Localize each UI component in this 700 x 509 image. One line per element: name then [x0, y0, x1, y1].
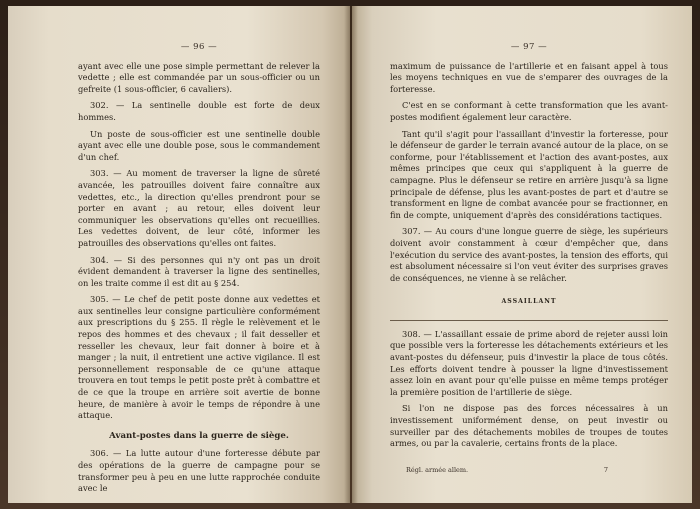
book-gutter	[344, 6, 358, 503]
paragraph: Un poste de sous-officier est une sentinelle double ayant avec elle une double pose, sous le commandement d'un chef.	[78, 128, 320, 162]
section-heading: ASSAILLANT	[501, 298, 557, 306]
paragraph-306: 306. — La lutte autour d'une forteresse débute par des opérations de la guerre de campagne pour se transformer peu à peu en une lutte rapprochée conduite avec le	[78, 448, 320, 494]
paragraph: maximum de puissance de l'artillerie et en faisant appel à tous les moyens techniques en vue de s'emparer des ouvrages de la forteresse.	[390, 60, 668, 94]
paragraph: Tant qu'il s'agit pour l'assaillant d'investir la forteresse, pour le défenseur de garder le terrain avancé autour de la place, on se conforme, pour l'établissement et l'action des avant-postes, aux mêmes principes que ceux qui s'appliquent à la guerre de campagne. Plus le défenseur se retire en arrière jusqu'à sa ligne principale de défense, plus les avant-postes de part et d'autre se transforment en ligne de combat avancée pour se fractionner, en fin de compte, uniquement d'après des considérations tactiques.	[390, 128, 668, 220]
paragraph-305: 305. — Le chef de petit poste donne aux vedettes et aux sentinelles leur consigne particulière conformément aux prescriptions du § 255. Il règle le relèvement et le repos des hommes et des chevaux ; il fait desseller et resseller les chevaux, leur fait donner à boire et à manger ; la nuit, il entretient une active vigilance. Il est personnellement responsable de ce qu'une attaque trouvera en tout temps le petit poste prêt à combattre et de ce que la troupe en arrière soit avertie de bonne heure, de manière à avoir le temps de répondre à une attaque.	[78, 294, 320, 421]
divider	[390, 320, 668, 321]
footer-signature: Régl. armée allem.	[406, 466, 469, 474]
paragraph: Si l'on ne dispose pas des forces nécessaires à un investissement uniformément dense, on peut investir ou surveiller par des détachements mobiles de troupes de toutes armes, ou par la cavalerie, certains fronts de la place.	[390, 403, 668, 449]
paragraph-304: 304. — Si des personnes qui n'y ont pas un droit évident demandent à traverser la ligne des sentinelles, on les traite comme il est dit au § 254.	[78, 254, 320, 288]
page-number-left: — 96 —	[180, 42, 218, 52]
section-heading: Avant-postes dans la guerre de siège.	[109, 430, 289, 441]
paragraph-302: 302. — La sentinelle double est forte de deux hommes.	[78, 100, 320, 122]
paragraph-308: 308. — L'assaillant essaie de prime abord de rejeter aussi loin que possible vers la forteresse les détachements extérieurs et les avant-postes du défenseur, puis d'investir la place de tous côtés. Les efforts doivent tendre à pousser la ligne d'investissement assez loin en avant pour qu'elle puisse en même temps protéger la première position de l'artillerie de siège.	[390, 328, 668, 397]
paragraph-307: 307. — Au cours d'une longue guerre de siège, les supérieurs doivent avoir constamment à cœur d'empêcher que, dans l'exécution du service des avant-postes, la tension des efforts, qui est absolument nécessaire si l'on veut éviter des surprises graves de conséquences, ne vienne à se relâcher.	[390, 226, 668, 283]
page-number-right: — 97 —	[510, 42, 548, 52]
paragraph-303: 303. — Au moment de traverser la ligne de sûreté avancée, les patrouilles doivent faire connaître aux vedettes, etc., la direction qu'elles prendront pour se porter en avant ; au retour, elles doivent leur communiquer les observations qu'elles ont recueillies. Les vedettes doivent, de leur côté, informer les patrouilles des observations qu'elles ont faites.	[78, 168, 320, 248]
paragraph: C'est en se conformant à cette transformation que les avant-postes modifient également leur caractère.	[390, 100, 668, 122]
footer-number: 7	[603, 466, 608, 474]
left-page	[8, 6, 350, 503]
paragraph: ayant avec elle une pose simple permettant de relever la vedette ; elle est commandée par un sous-officier ou un gefreite (1 sous-officier, 6 cavaliers).	[78, 60, 320, 94]
right-page	[352, 6, 692, 503]
